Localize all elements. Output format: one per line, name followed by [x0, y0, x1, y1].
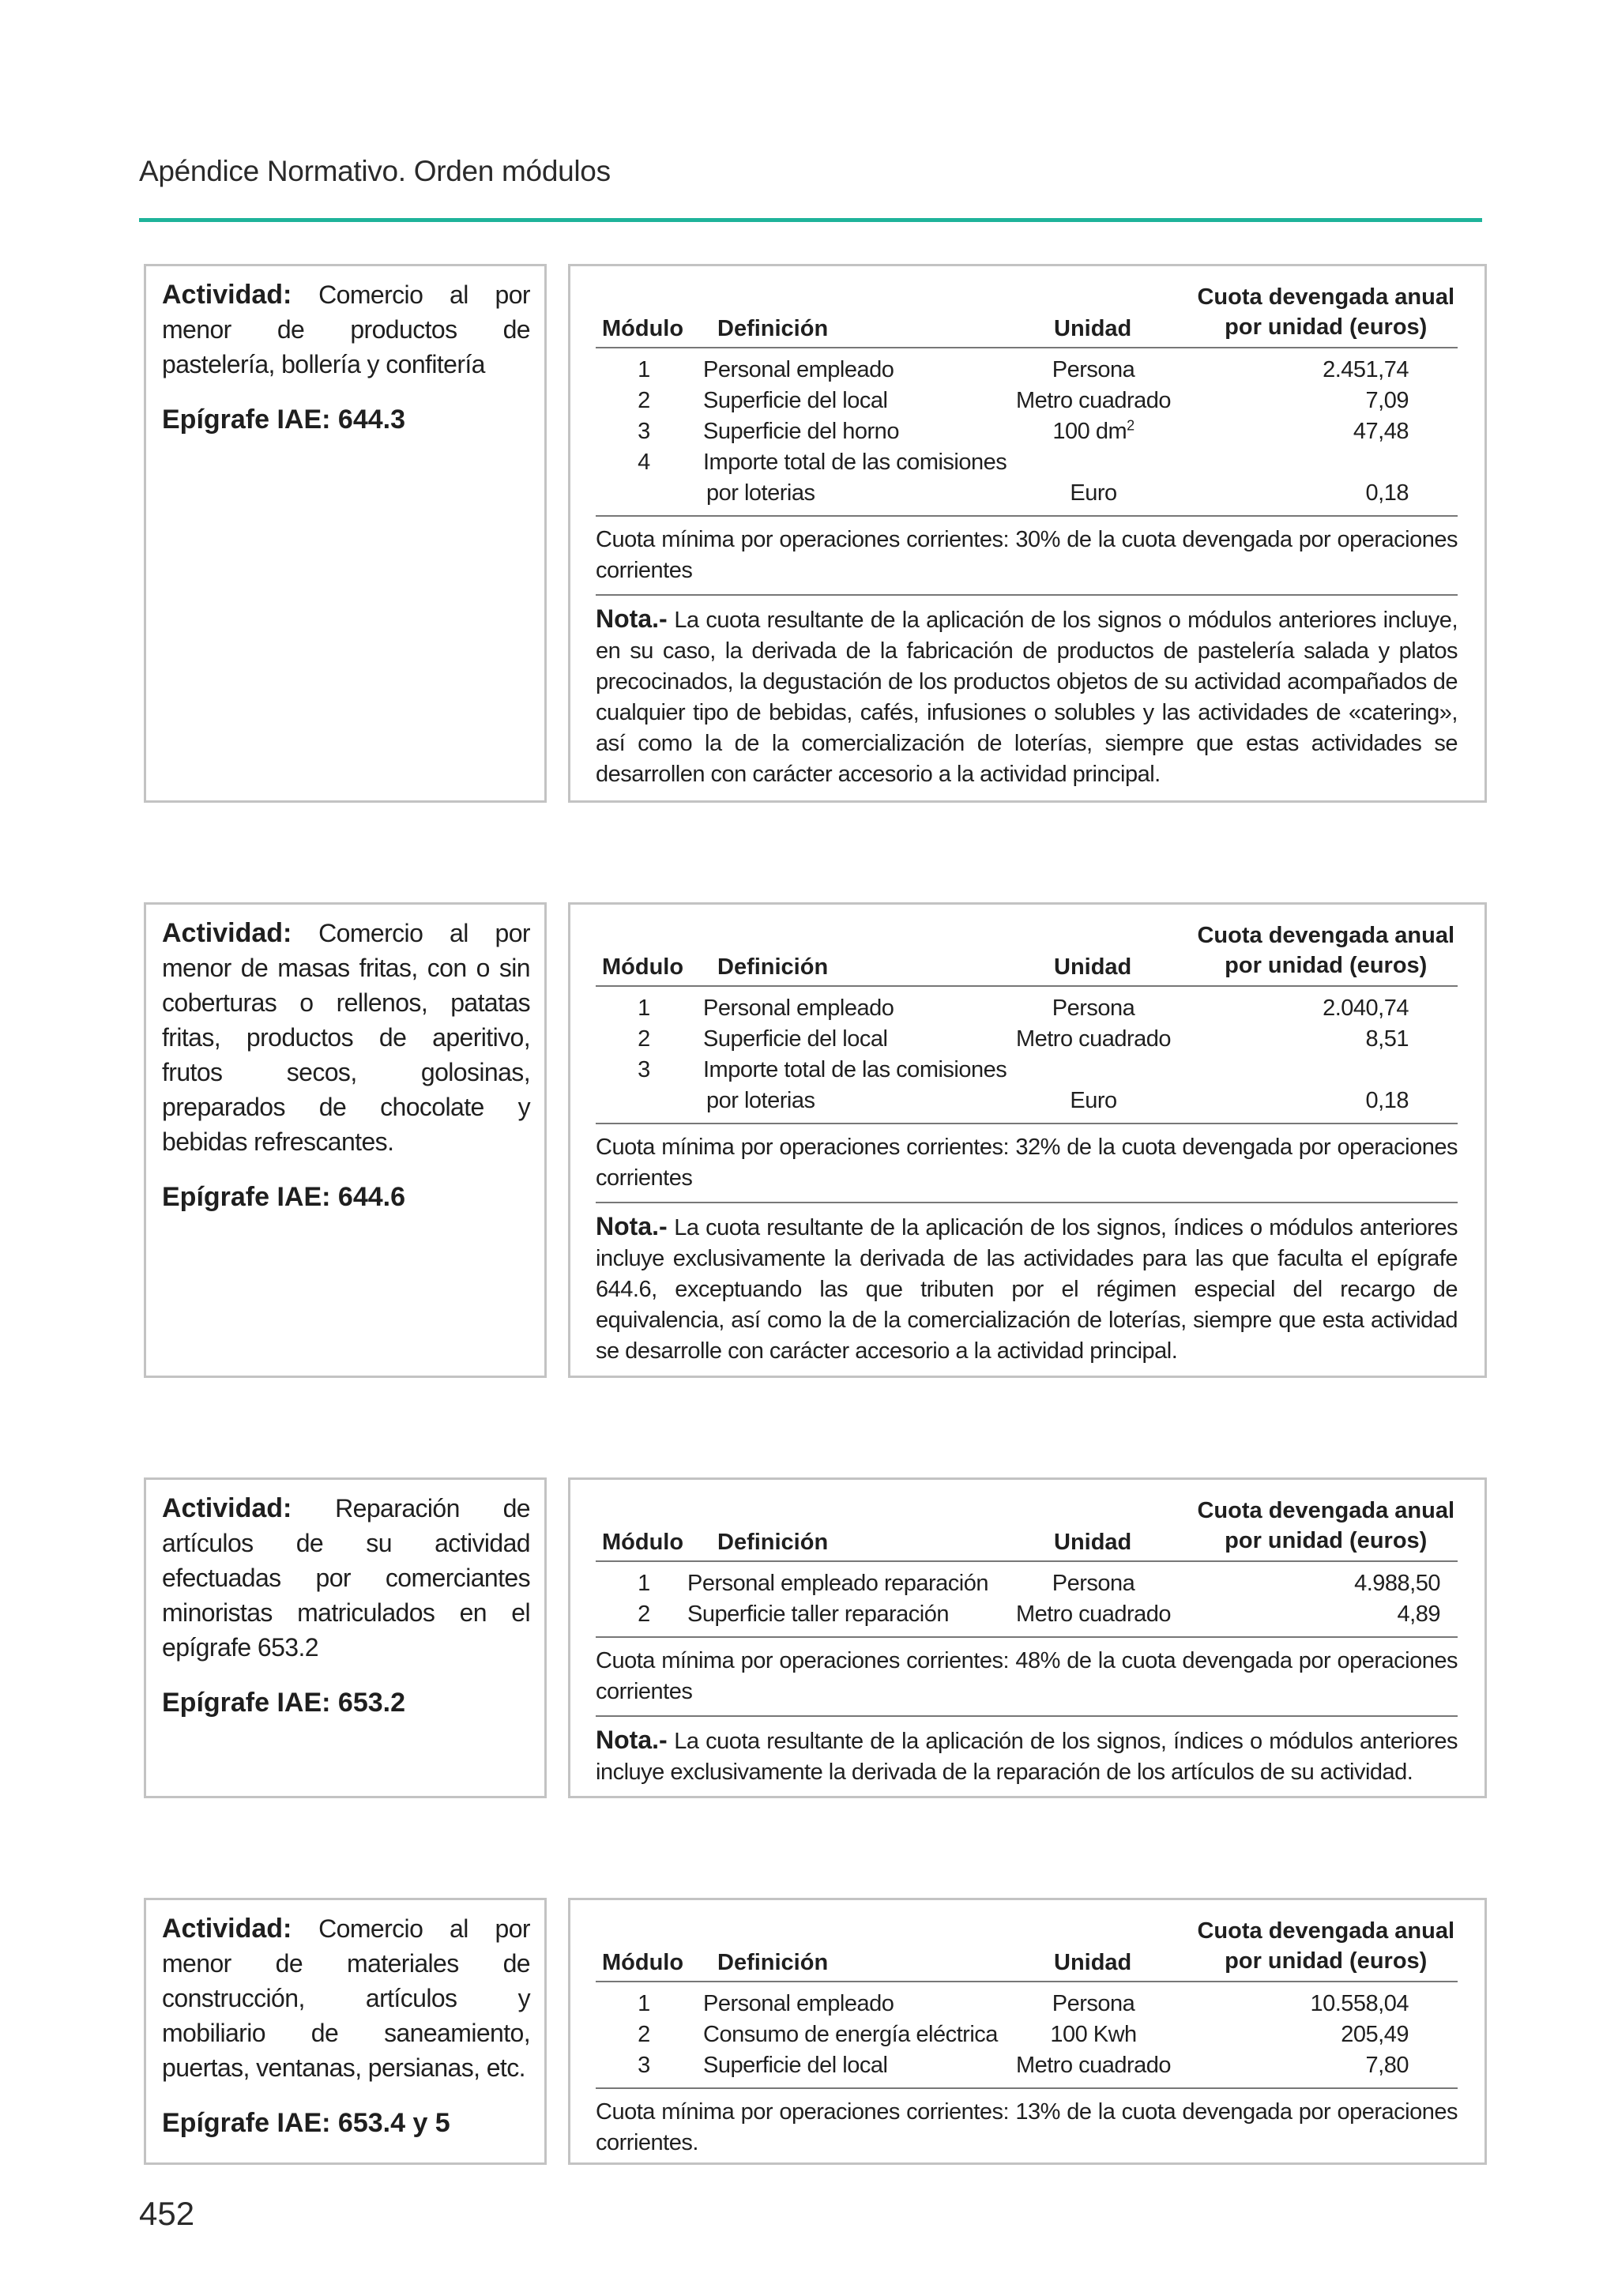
col-header-cuota [1197, 1916, 1454, 1976]
cuota-minima-label: Cuota mínima por operaciones corrientes: [596, 527, 1010, 552]
cell-modulo: 2 [638, 2022, 650, 2047]
cell-cuota: 7,09 [1365, 388, 1409, 413]
nota-label: Nota.- [596, 1212, 668, 1240]
cell-cuota: 2.040,74 [1323, 996, 1409, 1021]
cell-definicion: Superficie del local [703, 1026, 888, 1052]
cell-cuota: 47,48 [1353, 419, 1409, 444]
cell-cuota: 205,49 [1341, 2022, 1409, 2047]
cell-cuota: 0,18 [1365, 1088, 1409, 1113]
activity-description [162, 1491, 530, 1665]
cuota-header-line2: por unidad (euros) [1225, 314, 1428, 340]
cell-definicion: Superficie del local [703, 2053, 888, 2078]
table-header [596, 1910, 1458, 1982]
activity-description-box [144, 902, 547, 1378]
cell-unidad: 100 Kwh [1050, 2022, 1137, 2047]
cell-cuota: 4.988,50 [1354, 1571, 1440, 1596]
actividad-label: Actividad: [162, 918, 292, 948]
cell-unidad: Metro cuadrado [1015, 2053, 1172, 2078]
cell-definicion: Personal empleado [703, 996, 894, 1021]
col-header-unidad: Unidad [1054, 954, 1132, 980]
nota-text: La cuota resultante de la aplicación de los signos, índices o módulos anteriores incluye exclusivamente la derivada de las actividades para las que faculta el epígrafe 644.6, exceptuando las que tributen por el régimen especial del recargo de equivalencia, así como la de la comercialización de loterías, siempre que esta actividad se desarrolle con carácter accesorio a la actividad principal. [596, 1215, 1458, 1364]
cuota-minima-text: 48% de la cuota devengada por operaciones corrientes [596, 1648, 1458, 1704]
table-row [596, 1568, 1458, 1599]
cuota-header-line1: Cuota devengada anual [1197, 284, 1454, 310]
nota [596, 594, 1458, 790]
cuota-minima-label: Cuota mínima por operaciones corrientes: [596, 2099, 1010, 2125]
cell-unidad: Persona [1052, 1991, 1135, 2016]
cell-modulo: 3 [638, 419, 650, 444]
table-row [596, 1086, 1458, 1116]
cell-unidad: Persona [1052, 357, 1135, 382]
cell-definicion: por loterias [706, 1088, 815, 1113]
col-header-unidad: Unidad [1054, 316, 1132, 341]
table-row [596, 2050, 1458, 2081]
modules-box [568, 264, 1487, 803]
cell-definicion: Importe total de las comisiones [703, 1057, 1007, 1082]
cell-modulo: 4 [638, 450, 650, 475]
col-header-unidad: Unidad [1054, 1950, 1132, 1975]
cell-modulo: 3 [638, 2053, 650, 2078]
cell-modulo: 2 [638, 1602, 650, 1627]
cuota-header-line1: Cuota devengada anual [1197, 923, 1454, 948]
cell-modulo: 1 [638, 357, 650, 382]
cell-definicion: Personal empleado [703, 1991, 894, 2016]
cuota-minima-text: 32% de la cuota devengada por operaciones corrientes [596, 1135, 1458, 1191]
cell-cuota: 4,89 [1397, 1602, 1440, 1627]
cell-definicion: Superficie del local [703, 388, 888, 413]
actividad-text: Reparación de artículos de su actividad efectuadas por comerciantes minoristas matriculados en el epígrafe 653.2 [162, 1494, 530, 1662]
activity-description-box [144, 1898, 547, 2165]
col-header-definicion: Definición [717, 1530, 829, 1555]
cuota-header-line2: por unidad (euros) [1225, 1528, 1428, 1553]
activity-description-box [144, 1477, 547, 1798]
col-header-cuota [1197, 282, 1454, 342]
cell-unidad: Metro cuadrado [1015, 388, 1172, 413]
col-header-definicion: Definición [717, 1950, 829, 1975]
col-header-definicion: Definición [717, 954, 829, 980]
nota-text: La cuota resultante de la aplicación de los signos, índices o módulos anteriores incluye exclusivamente la derivada de la reparación de los artículos de su actividad. [596, 1729, 1458, 1785]
table-header [596, 276, 1458, 348]
table-body [596, 1562, 1458, 1636]
cell-definicion: por loterias [706, 480, 815, 506]
cell-modulo: 1 [638, 996, 650, 1021]
cell-modulo: 3 [638, 1057, 650, 1082]
cuota-header-line1: Cuota devengada anual [1197, 1918, 1454, 1944]
col-header-modulo: Módulo [602, 316, 684, 341]
activity-block [144, 1477, 1487, 1798]
actividad-text: Comercio al por menor de masas fritas, con o sin coberturas o rellenos, patatas fritas, productos de aperitivo, frutos secos, golosinas, preparados de chocolate y bebidas refrescantes. [162, 919, 530, 1156]
unidad-value: 100 dm [1052, 419, 1127, 444]
table-row [596, 447, 1458, 478]
cuota-minima-text: 30% de la cuota devengada por operaciones corrientes [596, 527, 1458, 583]
cell-cuota: 8,51 [1365, 1026, 1409, 1052]
cell-cuota: 0,18 [1365, 480, 1409, 506]
table-row [596, 1599, 1458, 1630]
cell-definicion: Consumo de energía eléctrica [703, 2022, 998, 2047]
table-body [596, 348, 1458, 515]
activity-description [162, 277, 530, 382]
modules-box [568, 1898, 1487, 2165]
cell-modulo: 1 [638, 1571, 650, 1596]
table-row [596, 1989, 1458, 2019]
table-row [596, 1055, 1458, 1086]
cell-definicion: Personal empleado reparación [687, 1571, 988, 1596]
cell-definicion: Superficie del horno [703, 419, 899, 444]
table-body [596, 987, 1458, 1123]
table-row [596, 416, 1458, 447]
col-header-cuota [1197, 920, 1454, 981]
nota [596, 1715, 1458, 1788]
cuota-minima [596, 515, 1458, 594]
cuota-minima [596, 1636, 1458, 1715]
cuota-minima-label: Cuota mínima por operaciones corrientes: [596, 1648, 1010, 1673]
unidad-superscript: 2 [1127, 417, 1134, 434]
col-header-definicion: Definición [717, 316, 829, 341]
col-header-modulo: Módulo [602, 954, 684, 980]
page-number: 452 [139, 2195, 195, 2232]
cell-modulo: 2 [638, 388, 650, 413]
table-header [596, 914, 1458, 987]
actividad-text: Comercio al por menor de materiales de construcción, artículos y mobiliario de saneamiento, puertas, ventanas, persianas, etc. [162, 1914, 530, 2082]
cell-cuota: 10.558,04 [1310, 1991, 1409, 2016]
cell-definicion: Superficie taller reparación [687, 1602, 949, 1627]
col-header-cuota [1197, 1496, 1454, 1556]
activity-block [144, 1898, 1487, 2165]
cell-modulo: 1 [638, 1991, 650, 2016]
table-row [596, 386, 1458, 416]
activity-description [162, 916, 530, 1159]
nota-text: La cuota resultante de la aplicación de los signos o módulos anteriores incluye, en su caso, la derivada de la fabricación de productos de pastelería salada y platos precocinados, la degustación de los productos objetos de su actividad acompañados de cualquier tipo de bebidas, cafés, infusiones o solubles y las actividades de «catering», así como la de la comercialización de loterías, siempre que estas actividades se desarrollen con carácter accesorio a la actividad principal. [596, 608, 1458, 787]
col-header-modulo: Módulo [602, 1530, 684, 1555]
cuota-header-line1: Cuota devengada anual [1197, 1498, 1454, 1523]
cuota-minima-text: 13% de la cuota devengada por operaciones corrientes. [596, 2099, 1458, 2155]
table-header [596, 1489, 1458, 1562]
actividad-text: Comercio al por menor de productos de pastelería, bollería y confitería [162, 280, 530, 378]
cell-definicion: Personal empleado [703, 357, 894, 382]
actividad-label: Actividad: [162, 280, 292, 310]
header-rule [139, 218, 1482, 222]
activity-block [144, 264, 1487, 803]
cell-unidad: Persona [1052, 996, 1135, 1021]
cuota-minima [596, 2087, 1458, 2166]
cell-unidad: Metro cuadrado [1015, 1602, 1172, 1627]
activity-description-box [144, 264, 547, 803]
cell-unidad [951, 416, 1236, 447]
nota-label: Nota.- [596, 1726, 668, 1754]
table-row [596, 993, 1458, 1024]
cell-unidad: Euro [1070, 1088, 1117, 1113]
table-row [596, 355, 1458, 386]
col-header-unidad: Unidad [1054, 1530, 1132, 1555]
table-body [596, 1982, 1458, 2087]
nota-label: Nota.- [596, 604, 668, 633]
cell-definicion: Importe total de las comisiones [703, 450, 1007, 475]
activity-description [162, 1911, 530, 2085]
cuota-header-line2: por unidad (euros) [1225, 953, 1428, 978]
epigrafe-label: Epígrafe IAE: 644.3 [162, 405, 406, 435]
modules-box [568, 902, 1487, 1378]
epigrafe-label: Epígrafe IAE: 653.4 y 5 [162, 2108, 450, 2138]
table-row [596, 1024, 1458, 1055]
epigrafe-label: Epígrafe IAE: 653.2 [162, 1688, 406, 1718]
cell-modulo: 2 [638, 1026, 650, 1052]
table-row [596, 2019, 1458, 2050]
col-header-modulo: Módulo [602, 1950, 684, 1975]
cell-unidad: Persona [1052, 1571, 1135, 1596]
cell-cuota: 2.451,74 [1323, 357, 1409, 382]
modules-box [568, 1477, 1487, 1798]
running-head: Apéndice Normativo. Orden módulos [139, 155, 611, 187]
epigrafe-label: Epígrafe IAE: 644.6 [162, 1182, 406, 1212]
table-row [596, 478, 1458, 509]
cuota-minima [596, 1123, 1458, 1202]
activity-block [144, 902, 1487, 1378]
nota [596, 1202, 1458, 1367]
cell-unidad: Euro [1070, 480, 1117, 506]
cuota-header-line2: por unidad (euros) [1225, 1948, 1428, 1974]
cell-cuota: 7,80 [1365, 2053, 1409, 2078]
actividad-label: Actividad: [162, 1914, 292, 1944]
cell-unidad: Metro cuadrado [1015, 1026, 1172, 1052]
actividad-label: Actividad: [162, 1493, 292, 1523]
cuota-minima-label: Cuota mínima por operaciones corrientes: [596, 1135, 1010, 1160]
